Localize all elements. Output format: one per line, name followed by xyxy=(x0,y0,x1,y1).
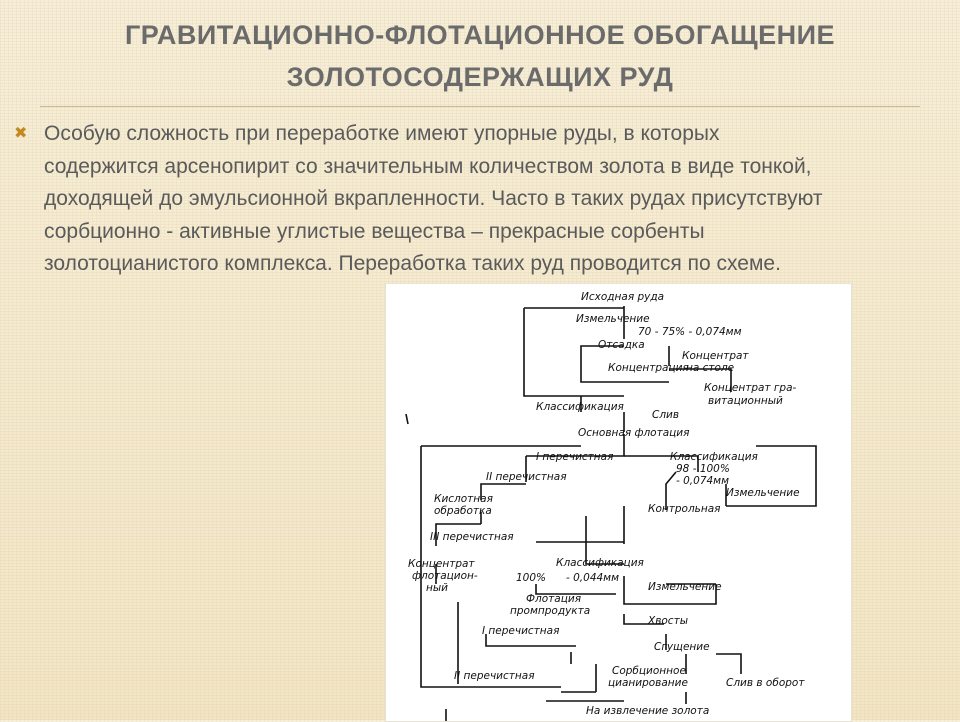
label-ore: Исходная руда xyxy=(581,291,665,303)
label-grav-conc-a: Концентрат гра- xyxy=(704,382,797,394)
label-grinding-3: Измельчение xyxy=(648,581,722,593)
label-grinding-2: Измельчение xyxy=(726,487,800,499)
label-control: Контрольная xyxy=(648,503,721,515)
label-flot-conc-b: флотацион- xyxy=(412,570,478,582)
label-gold: На извлечение золота xyxy=(586,705,710,717)
label-acid-a: Кислотная xyxy=(434,493,493,505)
label-clean-1: I перечистная xyxy=(536,451,614,463)
label-size-3: - 0,044мм xyxy=(566,572,620,584)
label-clean-3: III перечистная xyxy=(430,531,514,543)
flowsheet-svg xyxy=(386,284,851,721)
label-sorb-a: Сорбционное xyxy=(612,665,686,677)
label-jigging: Отсадка xyxy=(598,339,645,351)
label-conc-table-a: Концентрат xyxy=(682,350,749,362)
label-conc-table-b: на столе xyxy=(686,362,735,374)
label-sorb-b: цианирование xyxy=(608,677,688,689)
label-overflow: Слив xyxy=(652,409,680,421)
flowsheet-diagram xyxy=(385,283,852,722)
label-size-1: 70 - 75% - 0,074мм xyxy=(638,326,742,338)
body-line: содержится арсенопирит со значительным количеством золота в виде тонкой, xyxy=(44,154,812,178)
label-classif-1: Классификация xyxy=(536,401,624,413)
slide-title-line-1: ГРАВИТАЦИОННО-ФЛОТАЦИОННОЕ ОБОГАЩЕНИЕ xyxy=(124,20,836,50)
label-main-flotation: Основная флотация xyxy=(578,427,690,439)
title-divider xyxy=(40,106,920,107)
label-acid-b: обработка xyxy=(434,505,492,517)
flowsheet-labels xyxy=(408,291,805,717)
slide-title-line-2: ЗОЛОТОСОДЕРЖАЩИХ РУД xyxy=(286,62,674,92)
label-classif-3: Классификация xyxy=(556,557,644,569)
label-clean-2b: II перечистная xyxy=(454,670,535,682)
body-line: сорбционно - активные углистые вещества – прекрасные сорбенты xyxy=(44,219,705,243)
label-recycle: Слив в оборот xyxy=(726,677,805,689)
label-clean-1b: I перечистная xyxy=(482,625,560,637)
label-pct-100: 100% xyxy=(516,572,547,584)
slide-title xyxy=(60,14,900,98)
label-size-2b: - 0,074мм xyxy=(676,475,730,487)
label-flot-mid-a: Флотация xyxy=(526,593,582,605)
body-line: доходящей до эмульсионной вкрапленности. Часто в таких рудах присутствуют xyxy=(44,187,823,211)
label-flot-mid-b: промпродукта xyxy=(510,605,591,617)
body-line: Особую сложность при переработке имеют упорные руды, в которых xyxy=(44,122,720,145)
label-grinding-1: Измельчение xyxy=(576,313,650,325)
label-flot-conc-a: Концентрат xyxy=(408,558,475,570)
label-flot-conc-c: ный xyxy=(426,582,448,594)
label-clean-2: II перечистная xyxy=(486,471,567,483)
label-tails: Хвосты xyxy=(648,615,688,627)
body-paragraph xyxy=(44,118,944,281)
label-thicken: Сгущение xyxy=(654,641,710,653)
label-size-2a: 98 - 100% xyxy=(676,463,730,475)
label-classif-2: Классификация xyxy=(670,451,758,463)
label-grav-conc-b: витационный xyxy=(708,395,783,407)
bullet-x-icon: ✖ xyxy=(14,125,28,142)
body-line: золотоцианистого комплекса. Переработка таких руд проводится по схеме. xyxy=(44,252,781,276)
label-table-conc: Концентрация xyxy=(608,362,689,374)
